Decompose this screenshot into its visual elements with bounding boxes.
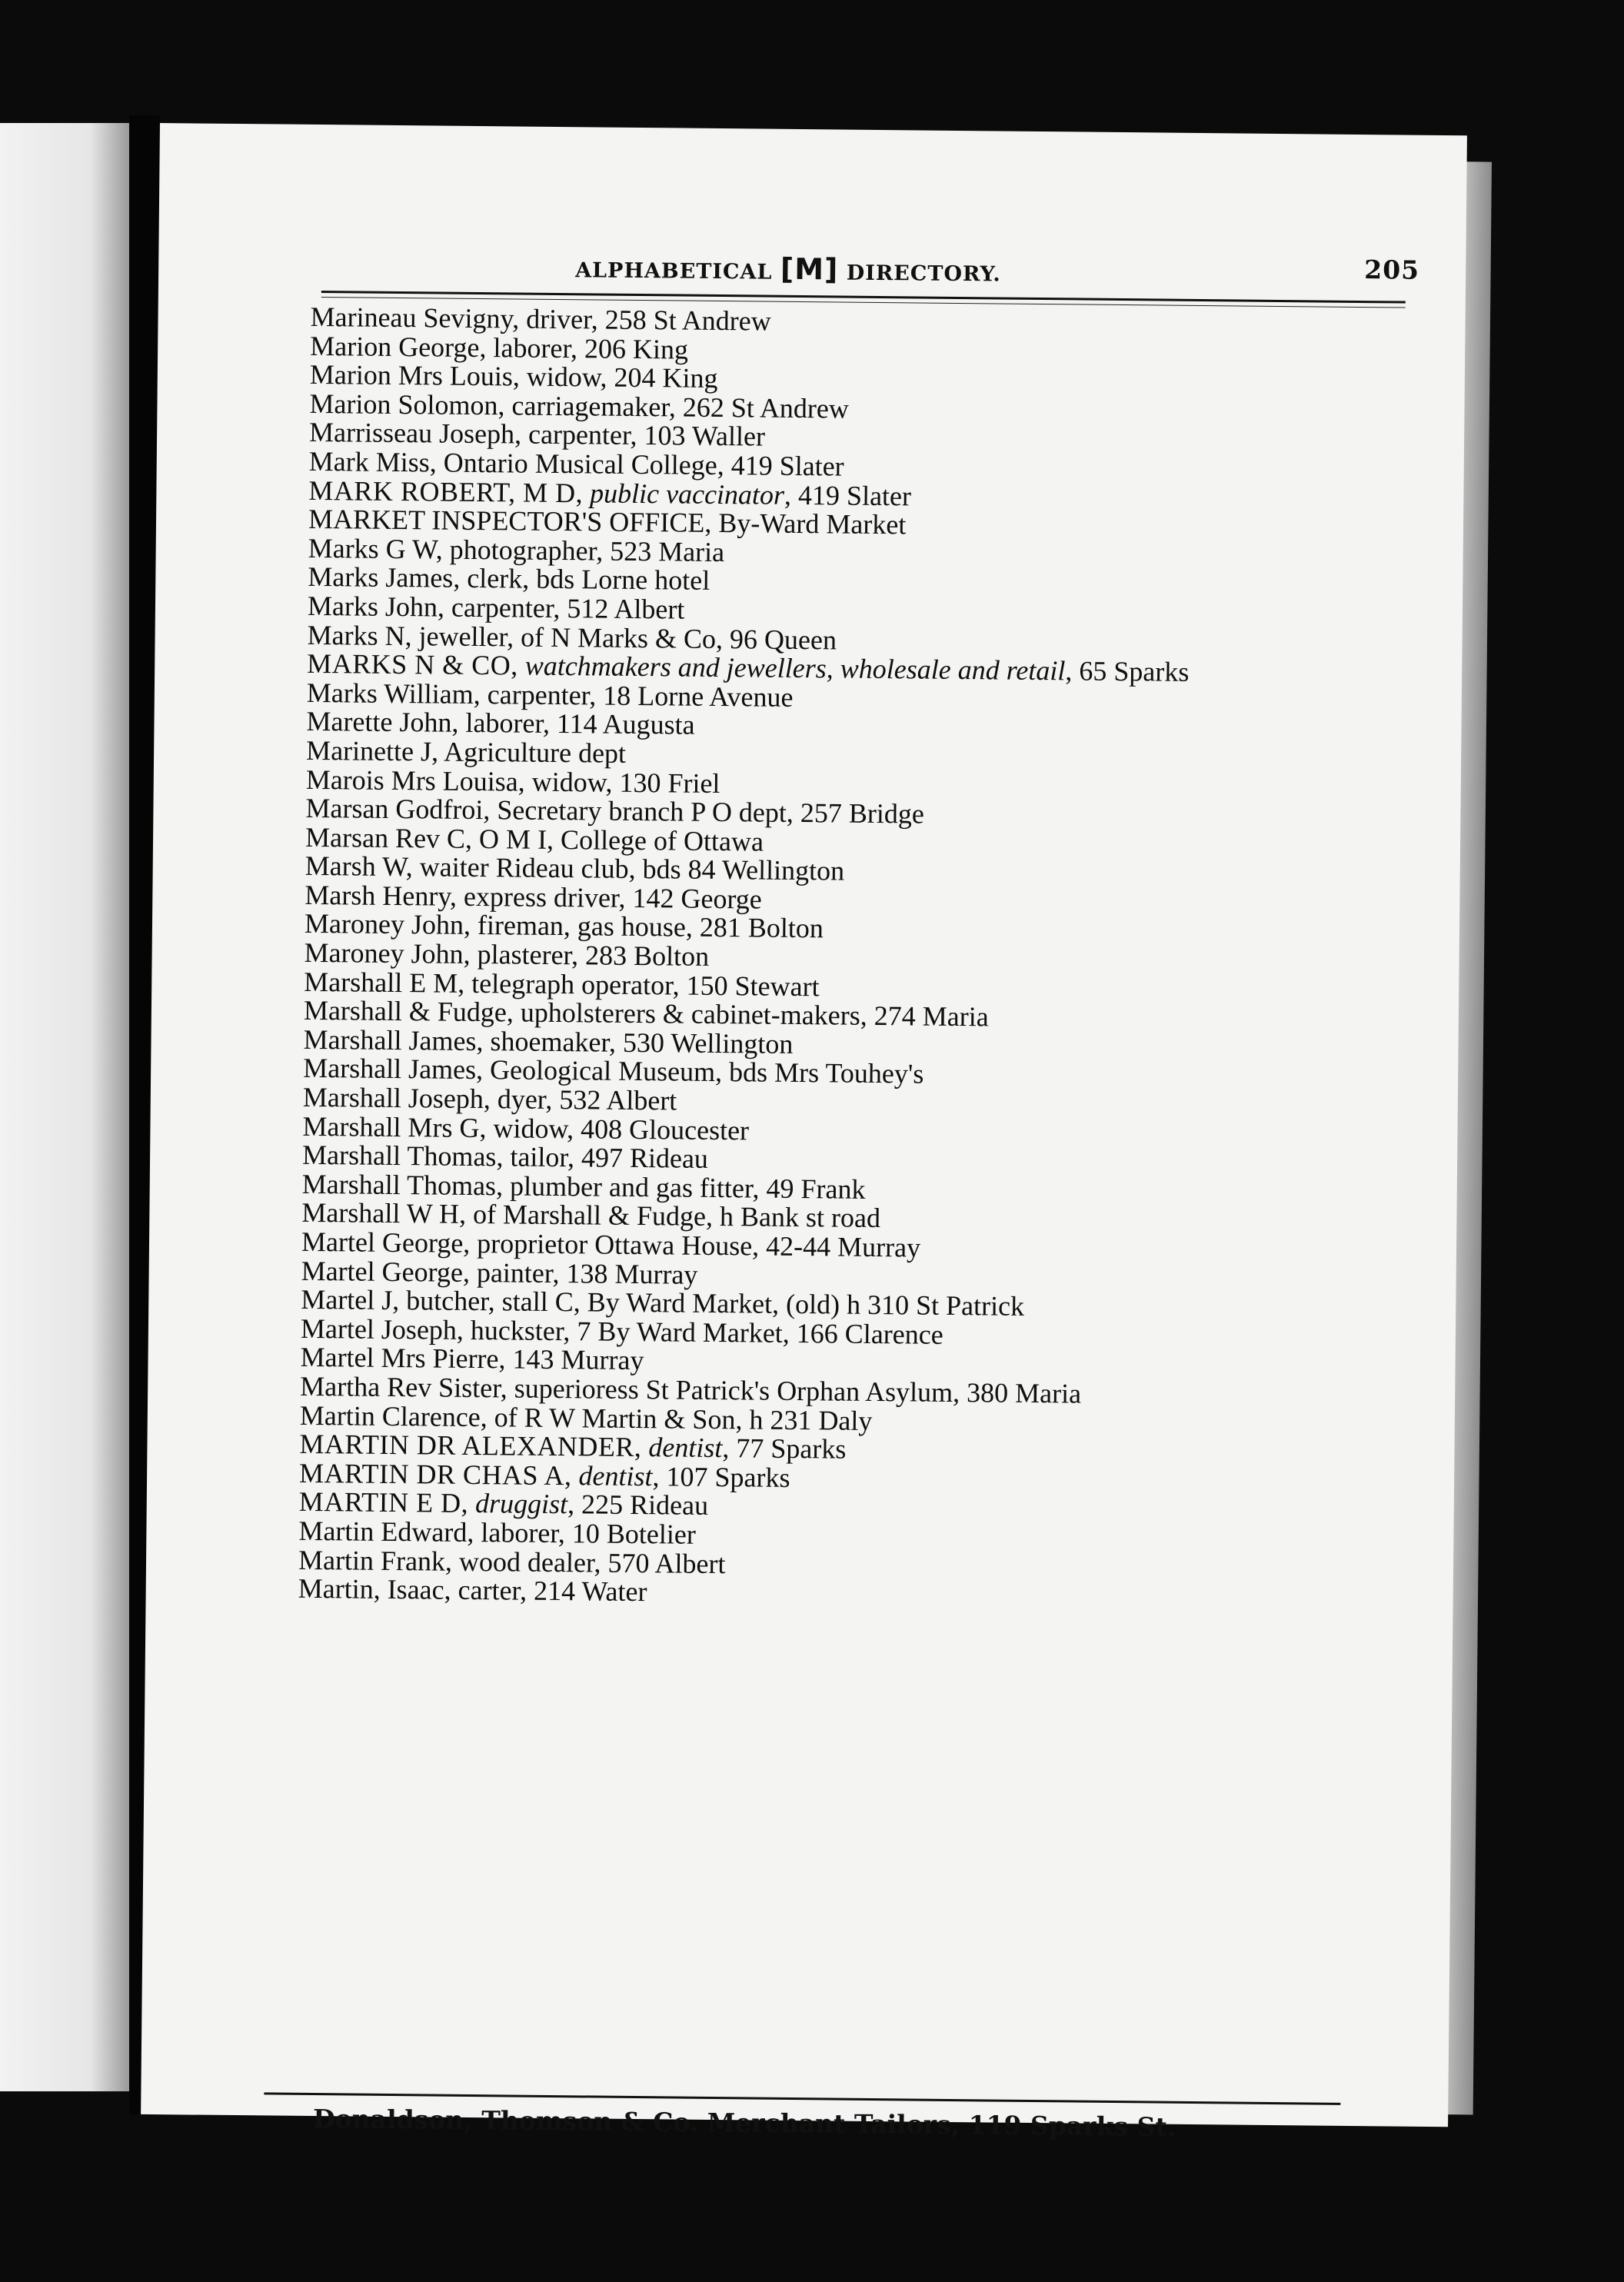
footer-rule — [264, 2092, 1340, 2104]
directory-page — [141, 123, 1467, 2142]
entry-name: Marshall James — [303, 1023, 477, 1056]
entry-name: Martel Joseph — [300, 1312, 458, 1346]
header-title-left: ALPHABETICAL — [575, 258, 780, 284]
entry-detail: , jeweller, of N Marks & Co, 96 Queen — [404, 620, 837, 656]
entry-detail: , By-Ward Market — [704, 507, 907, 541]
entry-detail: , 419 Slater — [784, 479, 912, 511]
page-number: 205 — [1364, 254, 1420, 285]
entry-name: Marks James — [308, 561, 454, 594]
header-title — [575, 250, 1001, 288]
entry-detail: , carpenter, 103 Waller — [514, 418, 766, 452]
entry-detail: , huckster, 7 By Ward Market, 166 Clarence — [456, 1314, 943, 1350]
entry-name: Marois Mrs Louisa — [305, 763, 518, 797]
entry-name: Marsh W — [304, 850, 406, 883]
entry-detail: , laborer, 206 King — [479, 331, 689, 365]
entry-detail: , of Marshall & Fudge, h Bank st road — [458, 1199, 881, 1234]
entry-name: Marks John — [307, 590, 438, 623]
running-header — [321, 240, 1420, 296]
header-title-right: DIRECTORY. — [838, 261, 1001, 287]
entry-detail: , Geological Museum, bds Mrs Touhey's — [475, 1054, 924, 1090]
entry-trade-italic: public vaccinator — [582, 477, 785, 511]
entry-name: Marshall W H — [301, 1197, 460, 1230]
entry-name: Martel George — [301, 1226, 464, 1259]
entry-detail: , dyer, 532 Albert — [483, 1083, 677, 1116]
entry-detail: , tailor, 497 Rideau — [496, 1141, 709, 1175]
entry-name: Marshall Thomas — [301, 1139, 497, 1173]
entry-name: Marion George — [310, 330, 480, 363]
entry-name: MARKET INSPECTOR'S OFFICE — [308, 504, 705, 538]
entry-detail: , 107 Sparks — [652, 1460, 790, 1493]
footer-advertisement: Donaldson, Thomson & Co. Merchant Tailors, 119 Sparks St. — [312, 2104, 1176, 2142]
entry-detail: , wood dealer, 570 Albert — [444, 1545, 726, 1579]
entry-detail: , Secretary branch P O dept, 257 Bridge — [483, 794, 925, 830]
entry-name: Marsan Rev C, O M I — [304, 821, 547, 855]
entry-detail: , widow, 204 King — [512, 361, 718, 394]
entry-name: Marrisseau Joseph — [308, 417, 515, 450]
entry-name: MARKS N & CO, — [307, 647, 519, 681]
entry-detail: , fireman, gas house, 281 Bolton — [463, 910, 824, 944]
entry-name: Marsan Godfroi — [305, 792, 484, 826]
entry-name: Martin Clarence — [299, 1399, 481, 1432]
entry-detail: , carpenter, 512 Albert — [437, 591, 685, 625]
entry-detail: , shoemaker, 530 Wellington — [476, 1025, 794, 1060]
entry-trade-italic: druggist — [468, 1488, 568, 1520]
entry-name: Martin Edward — [298, 1515, 468, 1548]
entry-name: Marette John — [306, 706, 452, 738]
entry-trade-italic: dentist — [641, 1432, 723, 1464]
entry-name: Martel Mrs Pierre — [300, 1342, 499, 1375]
entry-name: Martel George — [301, 1255, 464, 1288]
entry-detail: , carter, 214 Water — [444, 1574, 647, 1608]
entry-name: Marshall Thomas — [301, 1168, 497, 1202]
entry-name: Marinette J — [305, 734, 432, 767]
entry-name: Marion Mrs Louis — [309, 359, 514, 392]
entry-detail: , butcher, stall C, By Ward Market, (old) h 310 St Patrick — [392, 1285, 1025, 1322]
entry-name: Martin, Isaac — [298, 1572, 444, 1605]
entry-detail: , carriagemaker, 262 St Andrew — [498, 390, 850, 424]
entry-detail: , 77 Sparks — [722, 1432, 847, 1465]
entry-detail: , express driver, 142 George — [449, 880, 762, 915]
entry-detail: , carpenter, 18 Lorne Avenue — [473, 678, 794, 713]
directory-entries — [298, 303, 1410, 1614]
entry-name: MARK ROBERT, M D, — [308, 474, 584, 508]
entry-detail: , clerk, bds Lorne hotel — [453, 563, 710, 597]
entry-detail: , 143 Murray — [498, 1343, 644, 1376]
entry-name: Martha Rev Sister — [300, 1370, 501, 1404]
entry-name: Marshall Mrs G — [302, 1110, 480, 1143]
entry-detail: , 65 Sparks — [1065, 655, 1190, 688]
entry-trade-italic: watchmakers and jewellers, wholesale and retail — [517, 650, 1066, 687]
entry-name: Mark Miss — [308, 445, 430, 478]
entry-detail: , of R W Martin & Son, h 231 Daly — [480, 1401, 873, 1436]
entry-name: Marsh Henry — [304, 879, 451, 912]
entry-name: MARTIN DR CHAS A, — [298, 1457, 572, 1491]
entry-detail: , College of Ottawa — [546, 823, 764, 857]
facing-page-edge — [0, 123, 129, 2091]
entry-detail: , widow, 130 Friel — [517, 766, 720, 799]
entry-name: Maroney John — [304, 936, 464, 970]
entry-detail: , superioress St Patrick's Orphan Asylum, 380 Maria — [500, 1372, 1082, 1409]
entry-name: Marks N — [307, 619, 405, 651]
entry-name: Marshall & Fudge — [303, 995, 508, 1028]
header-section-letter: [M] — [780, 251, 839, 287]
entry-detail: , Ontario Musical College, 419 Slater — [429, 447, 844, 482]
entry-name: Martel J — [301, 1284, 393, 1316]
entry-detail: , waiter Rideau club, bds 84 Wellington — [405, 851, 845, 887]
entry-detail: , photographer, 523 Maria — [435, 534, 725, 567]
entry-detail: , telegraph operator, 150 Stewart — [458, 967, 820, 1002]
entry-name: Martin Frank — [298, 1544, 446, 1577]
entry-name: MARTIN E D, — [298, 1486, 469, 1519]
entry-name: Marks G W — [308, 532, 436, 565]
entry-detail: , painter, 138 Murray — [462, 1256, 698, 1290]
entry-detail: , laborer, 114 Augusta — [451, 707, 695, 741]
entry-detail: , laborer, 10 Botelier — [467, 1516, 697, 1550]
entry-name: Marshall E M — [304, 966, 458, 999]
entry-detail: , 225 Rideau — [567, 1489, 709, 1522]
entry-detail: , proprietor Ottawa House, 42-44 Murray — [463, 1227, 921, 1263]
entry-name: Marineau Sevigny — [310, 301, 513, 334]
entry-name: Marks William — [306, 677, 474, 710]
entry-name: Marshall James — [303, 1053, 477, 1086]
entry-detail: , plasterer, 283 Bolton — [463, 938, 710, 972]
entry-name: Maroney John — [304, 908, 464, 941]
entry-name: Marshall Joseph — [302, 1081, 484, 1115]
entry-detail: , Agriculture dept — [431, 736, 627, 769]
entry-detail: , widow, 408 Gloucester — [479, 1112, 750, 1146]
entry-detail: , plumber and gas fitter, 49 Frank — [495, 1170, 866, 1205]
entry-name: Marion Solomon — [309, 388, 498, 421]
entry-detail: , upholsterers & cabinet-makers, 274 Maria — [506, 996, 989, 1033]
entry-name: MARTIN DR ALEXANDER, — [299, 1428, 642, 1463]
entry-trade-italic: dentist — [571, 1459, 653, 1492]
entry-detail: , driver, 258 St Andrew — [511, 303, 771, 337]
